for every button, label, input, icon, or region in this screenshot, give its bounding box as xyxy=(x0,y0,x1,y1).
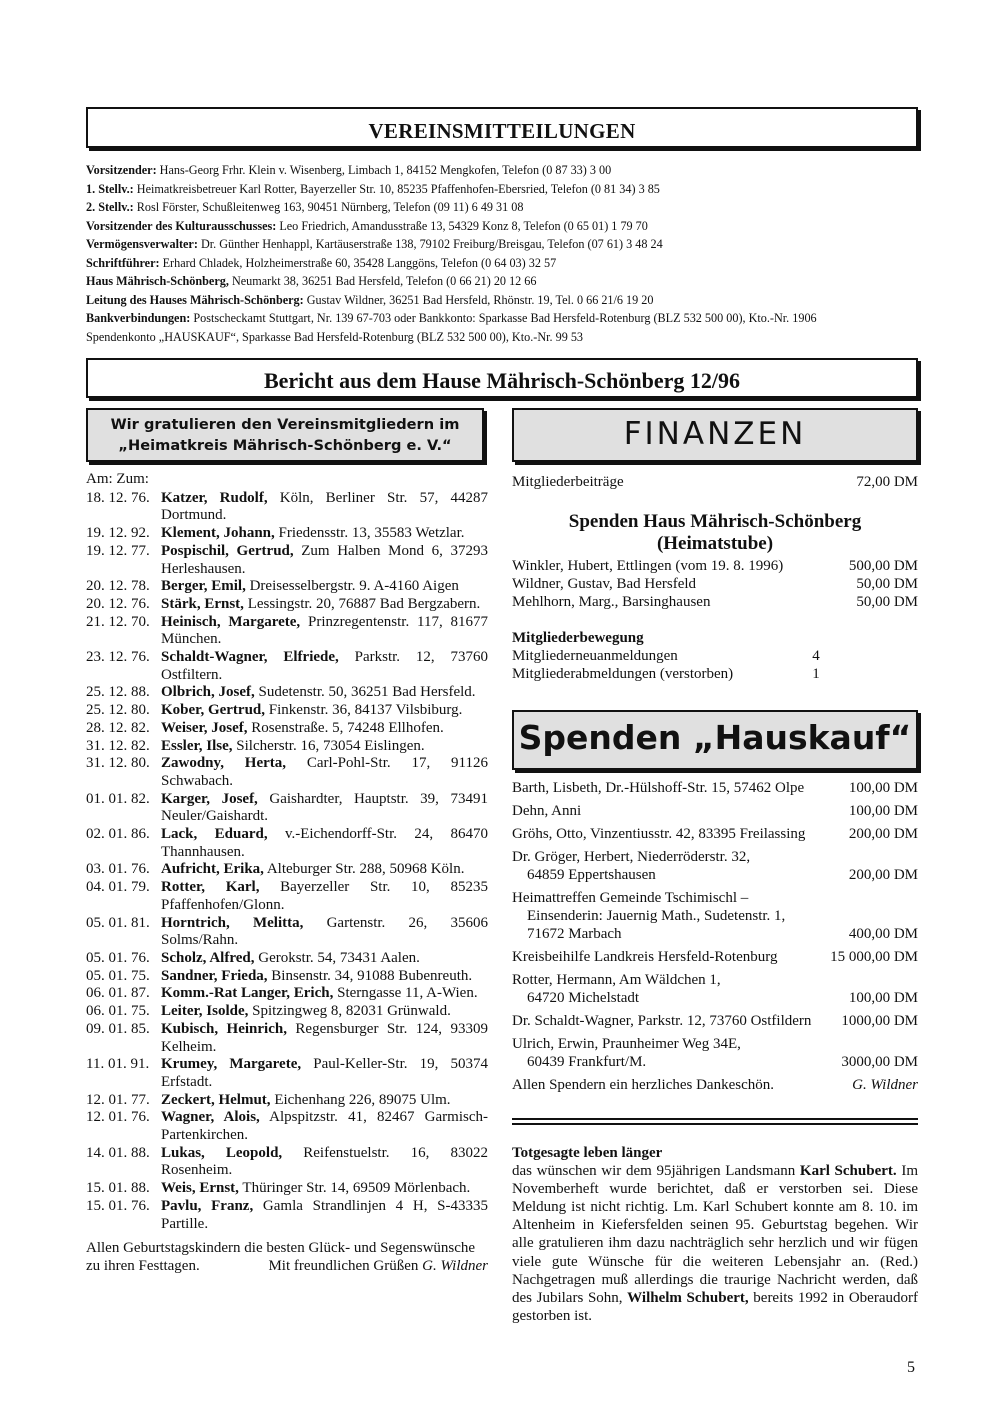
birthday-entry xyxy=(86,968,488,986)
entry-name: Wagner, Alois, xyxy=(161,1109,260,1126)
finanzen-title: FINANZEN xyxy=(623,416,807,452)
officer-line xyxy=(86,198,926,217)
gratulation-title-line2: „Heimatkreis Mährisch-Schönberg e. V.“ xyxy=(118,437,452,454)
hauskauf-donor-line: Kreisbeihilfe Landkreis Hersfeld-Rotenburg xyxy=(512,949,778,965)
entry-name: Schaldt-Wagner, Elfriede, xyxy=(161,649,339,666)
hauskauf-donor xyxy=(512,802,849,820)
hauskauf-donor-line: 64720 Michelstadt xyxy=(527,990,640,1006)
entry-address: Alpspitzstr. 41, 82467 Garmisch-Partenkirchen. xyxy=(161,1109,488,1144)
entry-date: 05. 01. 81. xyxy=(86,914,150,931)
birthday-entry xyxy=(86,1198,488,1233)
entry-date: 02. 01. 86. xyxy=(86,826,150,843)
totgesagte-body xyxy=(512,1162,918,1325)
spende-amount: 50,00 DM xyxy=(856,576,918,592)
officer-label: Schriftführer: xyxy=(86,255,160,270)
entry-text xyxy=(161,578,488,596)
hauskauf-donor-line: Dehn, Anni xyxy=(512,803,582,819)
entry-address: v.-Eichendorff-Str. 24, 86470 Thannhausen. xyxy=(161,826,488,860)
entry-name: Horntrich, Melitta, xyxy=(161,914,304,931)
entry-address: Spitzingweg 8, 82031 Grünwald. xyxy=(248,1003,451,1020)
entry-text xyxy=(161,490,488,525)
hauskauf-donor-line: Einsenderin: Jauernig Math., Sudetenstr. 1, xyxy=(527,908,786,924)
birthday-list xyxy=(86,471,488,1276)
hauskauf-row xyxy=(512,779,918,797)
entry-text xyxy=(161,649,488,684)
hauskauf-donor-line: Dr. Gröger, Herbert, Niederröderstr. 32, xyxy=(512,849,751,865)
spende-name: Winkler, Hubert, Ettlingen (vom 19. 8. 1996) xyxy=(512,558,784,574)
birthday-entry xyxy=(86,578,488,596)
hauskauf-thanks-row xyxy=(512,1076,918,1094)
entry-address: Bayerzeller Str. 10, 85235 Pfaffenhofen/Glonn. xyxy=(161,879,488,913)
entry-name: Leiter, Isolde, xyxy=(161,1003,249,1020)
closing-line2: zu ihren Festtagen. xyxy=(86,1257,200,1274)
entry-address: Silcherstr. 16, 73054 Eislingen. xyxy=(232,737,425,754)
hauskauf-list xyxy=(512,779,918,1099)
birthday-entry xyxy=(86,738,488,756)
birthday-entry xyxy=(86,1180,488,1198)
officer-line xyxy=(86,291,926,310)
entry-text xyxy=(161,1021,488,1056)
entry-date: 06. 01. 75. xyxy=(86,1003,150,1020)
officer-text: Hans-Georg Frhr. Klein v. Wisenberg, Limbach 1, 84152 Mengkofen, Telefon (0 87 33) 3 00 xyxy=(156,163,612,177)
bewegung-row xyxy=(512,665,918,683)
officer-line xyxy=(86,328,926,347)
entry-address: Regensburger Str. 124, 93309 Kelheim. xyxy=(161,1020,488,1055)
hauskauf-amount: 1000,00 DM xyxy=(841,1013,918,1029)
closing-signature: G. Wildner xyxy=(422,1257,488,1274)
officer-line xyxy=(86,272,926,291)
officer-text: Leo Friedrich, Amandusstraße 13, 54329 Konz 8, Telefon (0 65 01) 1 79 70 xyxy=(276,218,648,233)
entry-text xyxy=(161,1109,488,1144)
entry-address: Parkstr. 12, 73760 Ostfiltern. xyxy=(161,649,488,683)
closing-greeting: Mit freundlichen Grüßen xyxy=(268,1257,419,1274)
page-number: 5 xyxy=(907,1359,915,1376)
spende-name: Mehlhorn, Marg., Barsinghausen xyxy=(512,594,711,610)
officer-text: Neumarkt 38, 36251 Bad Hersfeld, Telefon (0 66 21) 20 12 66 xyxy=(228,274,537,288)
hauskauf-row xyxy=(512,1035,918,1071)
spende-amount: 50,00 DM xyxy=(856,594,918,610)
entry-address: Eichenhang 226, 89075 Ulm. xyxy=(270,1091,451,1108)
entry-date: 25. 12. 88. xyxy=(86,684,150,701)
mitgliederbewegung xyxy=(512,629,918,683)
entry-address: Sterngasse 11, A-Wien. xyxy=(333,985,478,1002)
beitraege-amount: 72,00 DM xyxy=(856,474,918,490)
birthday-entry xyxy=(86,755,488,790)
entry-text xyxy=(161,968,488,986)
vereinsmitteilungen-header xyxy=(86,107,918,148)
birthday-entry xyxy=(86,826,488,861)
entry-address: Paul-Keller-Str. 19, 50374 Erfstadt. xyxy=(161,1056,488,1090)
spende-amount: 500,00 DM xyxy=(848,558,918,574)
entry-name: Rotter, Karl, xyxy=(161,879,260,896)
birthday-entry xyxy=(86,1021,488,1056)
officer-text: Erhard Chladek, Holzheimerstraße 60, 35428 Langgöns, Telefon (0 64 03) 32 57 xyxy=(159,255,557,270)
entry-text xyxy=(161,596,488,614)
officer-text: Gustav Wildner, 36251 Bad Hersfeld, Rhönstr. 19, Tel. 0 66 21/6 19 20 xyxy=(303,292,654,307)
entry-name: Sandner, Frieda, xyxy=(161,967,268,984)
bewegung-count: 1 xyxy=(812,666,820,682)
hauskauf-donor-line: Rotter, Hermann, Am Wäldchen 1, xyxy=(512,972,721,988)
hauskauf-row xyxy=(512,1012,918,1030)
entry-address: Dreisesselbergstr. 9. A-4160 Aigen xyxy=(245,578,459,595)
bericht-header xyxy=(86,358,918,398)
entry-text xyxy=(161,861,488,879)
entry-name: Essler, Ilse, xyxy=(161,737,233,754)
entry-name: Katzer, Rudolf, xyxy=(161,489,268,506)
entry-address: Thüringer Str. 14, 69509 Mörlenbach. xyxy=(238,1180,471,1197)
entry-address: Carl-Pohl-Str. 17, 91126 Schwabach. xyxy=(161,755,488,789)
entry-address: Finkenstr. 36, 84137 Vilsbiburg. xyxy=(265,702,463,719)
officer-line xyxy=(86,309,926,328)
spende-row xyxy=(512,575,918,593)
totgesagte-text-3: bereits 1992 in Oberaudorf gestorben ist. xyxy=(512,1289,918,1324)
hauskauf-amount: 100,00 DM xyxy=(848,780,918,796)
officer-line xyxy=(86,217,926,236)
entry-date: 12. 01. 76. xyxy=(86,1109,150,1126)
birthday-entry xyxy=(86,702,488,720)
entry-date: 31. 12. 80. xyxy=(86,755,150,772)
entry-text xyxy=(161,614,488,649)
hauskauf-amount: 15 000,00 DM xyxy=(830,949,918,965)
entry-address: Sudetenstr. 50, 36251 Bad Hersfeld. xyxy=(254,684,476,701)
entry-date: 23. 12. 76. xyxy=(86,649,150,666)
entry-text xyxy=(161,879,488,914)
entry-date: 25. 12. 80. xyxy=(86,702,150,719)
entry-name: Stärk, Ernst, xyxy=(161,595,244,612)
hauskauf-amount: 200,00 DM xyxy=(848,826,918,842)
entry-address: Rosenstraße. 5, 74248 Ellhofen. xyxy=(247,719,444,736)
entry-text xyxy=(161,915,488,950)
birthday-entry xyxy=(86,861,488,879)
officer-label: Vermögensverwalter: xyxy=(86,237,198,251)
entry-name: Lukas, Leopold, xyxy=(161,1144,283,1161)
hauskauf-donor xyxy=(512,948,830,966)
entry-name: Lack, Eduard, xyxy=(161,826,268,843)
officer-text: Heimatkreisbetreuer Karl Rotter, Bayerzeller Str. 10, 85235 Pfaffenhofen-Ebersried, Telefon (0 81 34) 3 85 xyxy=(133,181,660,196)
vereinsmitteilungen-title: VEREINSMITTEILUNGEN xyxy=(368,119,636,143)
hauskauf-amount: 3000,00 DM xyxy=(841,1054,918,1070)
entry-text xyxy=(161,950,488,968)
spenden-title-line2: (Heimatstube) xyxy=(656,533,774,554)
spenden-heimatstube-title xyxy=(512,511,918,555)
birthday-list-header: Am: Zum: xyxy=(86,471,149,487)
entry-address: Gartenstr. 26, 35606 Solms/Rahn. xyxy=(161,914,488,949)
birthday-entry xyxy=(86,1145,488,1180)
birthday-entry xyxy=(86,915,488,950)
entry-text xyxy=(161,543,488,578)
entry-text xyxy=(161,826,488,861)
hauskauf-donor-line: Barth, Lisbeth, Dr.-Hülshoff-Str. 15, 57462 Olpe xyxy=(512,780,805,796)
birthday-entry xyxy=(86,985,488,1003)
officer-text: Postscheckamt Stuttgart, Nr. 139 67-703 oder Bankkonto: Sparkasse Bad Hersfeld-Rotenburg (BLZ 532 500 00), Kto.-Nr. 1906 xyxy=(190,311,817,325)
hauskauf-title: Spenden „Hauskauf“ xyxy=(518,718,912,757)
entry-name: Olbrich, Josef, xyxy=(161,684,255,701)
hauskauf-donor-line: Ulrich, Erwin, Praunheimer Weg 34E, xyxy=(512,1036,741,1052)
entry-text xyxy=(161,720,488,738)
birthday-entry xyxy=(86,596,488,614)
finanzen-header xyxy=(512,408,918,462)
bewegung-count: 4 xyxy=(812,648,820,664)
entry-text xyxy=(161,1003,488,1021)
hauskauf-row xyxy=(512,889,918,943)
entry-text xyxy=(161,1180,488,1198)
officers-list xyxy=(86,161,926,346)
birthday-entry xyxy=(86,1056,488,1091)
entry-date: 15. 01. 76. xyxy=(86,1197,150,1214)
spenden-title-line1: Spenden Haus Mährisch-Schönberg xyxy=(568,511,862,532)
birthday-entry xyxy=(86,649,488,684)
hauskauf-donor xyxy=(512,848,849,884)
hauskauf-donor-line: Dr. Schaldt-Wagner, Parkstr. 12, 73760 Ostfildern xyxy=(512,1013,812,1029)
officer-label: Vorsitzender des Kulturausschusses: xyxy=(86,218,277,233)
entry-date: 28. 12. 82. xyxy=(86,719,150,736)
entry-text xyxy=(161,1092,488,1110)
hauskauf-row xyxy=(512,802,918,820)
entry-date: 01. 01. 82. xyxy=(86,790,150,807)
hauskauf-header xyxy=(512,710,918,770)
closing-line1: Allen Geburtstagskindern die besten Glück- und Segenswünsche xyxy=(86,1240,476,1257)
entry-name: Pavlu, Franz, xyxy=(161,1197,254,1214)
bericht-title: Bericht aus dem Hause Mährisch-Schönberg 12/96 xyxy=(263,368,741,393)
mitgliederbewegung-title: Mitgliederbewegung xyxy=(512,630,644,646)
hauskauf-thanks: Allen Spendern ein herzliches Dankeschön. xyxy=(512,1077,774,1093)
birthday-closing xyxy=(86,1240,488,1275)
spende-row xyxy=(512,593,918,611)
entry-text xyxy=(161,1198,488,1233)
entry-text xyxy=(161,1056,488,1091)
totgesagte-article xyxy=(512,1144,918,1325)
officer-line xyxy=(86,254,926,273)
hauskauf-amount: 400,00 DM xyxy=(848,926,918,942)
officer-label: 2. Stellv.: xyxy=(86,200,134,214)
birthday-entry xyxy=(86,720,488,738)
totgesagte-name-2: Wilhelm Schubert, xyxy=(627,1289,749,1306)
hauskauf-signature: G. Wildner xyxy=(852,1077,918,1093)
hauskauf-donor-line: Gröhs, Otto, Vinzentiusstr. 42, 83395 Freilassing xyxy=(512,826,806,842)
entry-date: 04. 01. 79. xyxy=(86,879,150,896)
officer-line xyxy=(86,161,926,180)
entry-name: Zawodny, Herta, xyxy=(161,755,287,772)
birthday-entries xyxy=(86,490,488,1234)
entry-name: Krumey, Margarete, xyxy=(161,1056,302,1073)
hauskauf-donor xyxy=(512,971,849,1007)
gratulation-header xyxy=(86,408,484,462)
entry-date: 18. 12. 76. xyxy=(86,489,150,506)
hauskauf-donor xyxy=(512,779,849,797)
totgesagte-text-2: Im Novemberheft wurde berichtet, daß er verstorben sei. Diese Meldung ist nicht richtig. Lm. Karl Schubert konnte am 8. 10. im Altenheim in Kiefersfelden seinen 95. Geburtstag begehen. Wir alle gratulieren ihm dazu nachträglich sehr herzlich und wir fügen viele gute Wünsche für die weiteren Lebensjahr an. (Red.) Nachgetragen muß allerdings die traurige Nachricht werden, daß des Jubilars Sohn, xyxy=(512,1163,918,1306)
birthday-entry xyxy=(86,614,488,649)
totgesagte-title: Totgesagte leben länger xyxy=(512,1145,663,1161)
entry-date: 19. 12. 92. xyxy=(86,525,150,542)
entry-name: Karger, Josef, xyxy=(161,790,258,807)
totgesagte-text-1: das wünschen wir dem 95jährigen Landsmann xyxy=(512,1163,800,1180)
hauskauf-donor-line: 60439 Frankfurt/M. xyxy=(527,1054,647,1070)
gratulation-title-line1: Wir gratulieren den Vereinsmitgliedern im xyxy=(110,416,460,433)
birthday-entry xyxy=(86,543,488,578)
entry-text xyxy=(161,1145,488,1180)
entry-address: Zum Halben Mond 6, 37293 Herleshausen. xyxy=(161,542,488,577)
entry-text xyxy=(161,791,488,826)
officer-text: Spendenkonto „HAUSKAUF“, Sparkasse Bad Hersfeld-Rotenburg (BLZ 532 500 00), Kto.-Nr. 99 53 xyxy=(86,329,584,344)
birthday-entry xyxy=(86,490,488,525)
entry-address: Prinzregentenstr. 117, 81677 München. xyxy=(161,613,488,648)
entry-date: 09. 01. 85. xyxy=(86,1020,150,1037)
hauskauf-donor xyxy=(512,1035,841,1071)
officer-label: Bankverbindungen: xyxy=(86,311,191,325)
hauskauf-donor xyxy=(512,825,849,843)
hauskauf-donor-line: 64859 Eppertshausen xyxy=(527,867,656,883)
entry-date: 21. 12. 70. xyxy=(86,613,150,630)
entry-name: Heinisch, Margarete, xyxy=(161,613,301,630)
officer-text: Dr. Günther Henhappl, Kartäuserstraße 138, 79102 Freiburg/Breisgau, Telefon (07 61) 3 48 24 xyxy=(197,237,663,251)
officer-line xyxy=(86,180,926,199)
officer-label: Haus Mährisch-Schönberg, xyxy=(86,274,229,288)
birthday-entry xyxy=(86,791,488,826)
birthday-entry xyxy=(86,1092,488,1110)
hauskauf-row xyxy=(512,948,918,966)
officer-label: Vorsitzender: xyxy=(86,163,157,177)
hauskauf-donor-line: Heimattreffen Gemeinde Tschimischl – xyxy=(512,890,749,906)
hauskauf-amount: 200,00 DM xyxy=(848,867,918,883)
birthday-entry xyxy=(86,525,488,543)
entry-name: Klement, Johann, xyxy=(161,525,275,542)
entry-text xyxy=(161,525,488,543)
entry-text xyxy=(161,684,488,702)
birthday-entry xyxy=(86,1109,488,1144)
bewegung-label: Mitgliederneuanmeldungen xyxy=(512,648,678,664)
totgesagte-name-1: Karl Schubert. xyxy=(799,1163,897,1180)
entry-date: 14. 01. 88. xyxy=(86,1144,150,1161)
entry-date: 05. 01. 75. xyxy=(86,967,150,984)
officer-text: Rosl Förster, Schußleitenweg 163, 90451 Nürnberg, Telefon (09 11) 6 49 31 08 xyxy=(133,200,524,214)
hauskauf-amount: 100,00 DM xyxy=(848,803,918,819)
double-divider xyxy=(512,1118,918,1125)
entry-date: 19. 12. 77. xyxy=(86,542,150,559)
officer-label: 1. Stellv.: xyxy=(86,181,134,196)
hauskauf-row xyxy=(512,848,918,884)
entry-text xyxy=(161,985,488,1003)
entry-name: Kubisch, Heinrich, xyxy=(161,1020,287,1037)
entry-date: 12. 01. 77. xyxy=(86,1091,150,1108)
officer-line xyxy=(86,235,926,254)
entry-text xyxy=(161,755,488,790)
hauskauf-row xyxy=(512,971,918,1007)
entry-date: 31. 12. 82. xyxy=(86,737,150,754)
entry-address: Gerokstr. 54, 73431 Aalen. xyxy=(254,949,420,966)
entry-date: 11. 01. 91. xyxy=(86,1056,150,1073)
birthday-entry xyxy=(86,1003,488,1021)
spenden-heimatstube-table xyxy=(512,557,918,611)
entry-name: Kober, Gertrud, xyxy=(161,702,266,719)
entry-address: Köln, Berliner Str. 57, 44287 Dortmund. xyxy=(161,489,488,524)
entry-address: Friedensstr. 13, 35583 Wetzlar. xyxy=(274,525,465,542)
hauskauf-donor-line: 71672 Marbach xyxy=(527,926,622,942)
hauskauf-donor xyxy=(512,889,849,943)
hauskauf-row xyxy=(512,825,918,843)
spende-row xyxy=(512,557,918,575)
bewegung-row xyxy=(512,647,918,665)
entry-name: Pospischil, Gertrud, xyxy=(161,542,294,559)
bewegung-label: Mitgliederabmeldungen (verstorben) xyxy=(512,666,734,682)
entry-date: 20. 12. 78. xyxy=(86,578,150,595)
entry-address: Alteburger Str. 288, 50968 Köln. xyxy=(263,861,465,878)
entry-name: Zeckert, Helmut, xyxy=(161,1091,271,1108)
entry-name: Berger, Emil, xyxy=(161,578,246,595)
entry-address: Binsenstr. 34, 91088 Bubenreuth. xyxy=(267,967,473,984)
birthday-entry xyxy=(86,950,488,968)
entry-date: 06. 01. 87. xyxy=(86,985,150,1002)
entry-name: Weiser, Josef, xyxy=(161,719,248,736)
beitraege-row xyxy=(512,473,918,491)
entry-address: Reifenstuelstr. 16, 83022 Rosenheim. xyxy=(161,1144,488,1179)
entry-address: Gamla Strandlinjen 4 H, S-43335 Partille. xyxy=(161,1197,488,1232)
entry-date: 03. 01. 76. xyxy=(86,861,150,878)
entry-text xyxy=(161,702,488,720)
entry-date: 05. 01. 76. xyxy=(86,949,150,966)
entry-name: Komm.-Rat Langer, Erich, xyxy=(161,985,334,1002)
beitraege-label: Mitgliederbeiträge xyxy=(512,474,624,490)
entry-address: Lessingstr. 20, 76887 Bad Bergzabern. xyxy=(243,595,481,612)
hauskauf-amount: 100,00 DM xyxy=(848,990,918,1006)
entry-address: Gaishardter, Hauptstr. 39, 73491 Neuler/Gaishardt. xyxy=(161,790,488,825)
entry-text xyxy=(161,738,488,756)
birthday-entry xyxy=(86,879,488,914)
officer-label: Leitung des Hauses Mährisch-Schönberg: xyxy=(86,292,304,307)
hauskauf-donor xyxy=(512,1012,841,1030)
birthday-entry xyxy=(86,684,488,702)
entry-date: 20. 12. 76. xyxy=(86,595,150,612)
entry-name: Weis, Ernst, xyxy=(161,1180,239,1197)
entry-date: 15. 01. 88. xyxy=(86,1180,150,1197)
entry-name: Scholz, Alfred, xyxy=(161,949,255,966)
entry-name: Aufricht, Erika, xyxy=(161,861,264,878)
spende-name: Wildner, Gustav, Bad Hersfeld xyxy=(512,576,697,592)
